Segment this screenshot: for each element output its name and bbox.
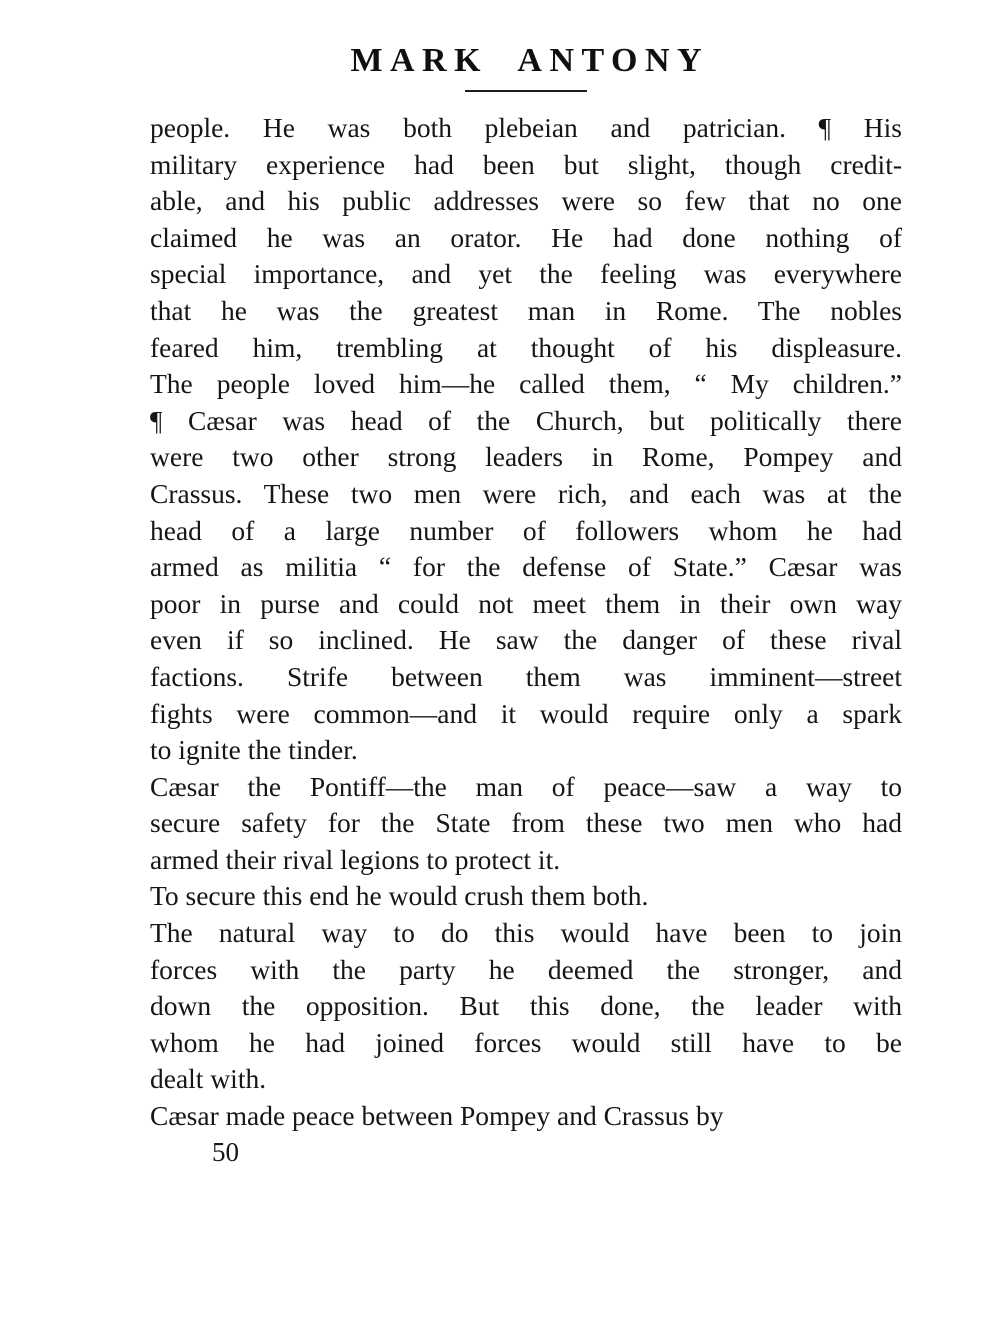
text-line: Cæsar made peace between Pompey and Crassus by xyxy=(150,1100,724,1132)
text-line: ¶ Cæsar was head of the Church, but politically there xyxy=(150,404,902,436)
text-line: military experience had been but slight, though credit- xyxy=(150,148,902,180)
text-line: down the opposition. But this done, the leader with xyxy=(150,990,902,1022)
body-text xyxy=(150,110,902,1135)
page-title: MARK ANTONY xyxy=(350,42,710,79)
text-line: To secure this end he would crush them both. xyxy=(150,880,649,912)
text-line: armed their rival legions to protect it. xyxy=(150,843,561,875)
text-line: were two other strong leaders in Rome, Pompey and xyxy=(150,441,902,473)
text-line: poor in purse and could not meet them in their own way xyxy=(150,587,902,619)
title-divider xyxy=(465,90,587,92)
text-line: even if so inclined. He saw the danger of these rival xyxy=(150,624,902,656)
text-line: dealt with. xyxy=(150,1063,267,1095)
text-line: feared him, trembling at thought of his displeasure. xyxy=(150,331,902,363)
text-line: secure safety for the State from these two men who had xyxy=(150,807,902,839)
text-line: able, and his public addresses were so few that no one xyxy=(150,185,902,217)
text-line: head of a large number of followers whom he had xyxy=(150,514,902,546)
text-line: to ignite the tinder. xyxy=(150,734,358,766)
text-line: special importance, and yet the feeling was everywhere xyxy=(150,258,902,290)
text-line: people. He was both plebeian and patrician. ¶ His xyxy=(150,112,902,143)
text-line: armed as militia “ for the defense of State.” Cæsar was xyxy=(150,551,902,583)
text-column xyxy=(150,42,902,1168)
text-line: fights were common—and it would require only a spark xyxy=(150,697,902,729)
text-line: Cæsar the Pontiff—the man of peace—saw a way to xyxy=(150,770,902,802)
text-line: claimed he was an orator. He had done nothing of xyxy=(150,221,902,253)
page-number: 50 xyxy=(212,1136,239,1167)
text-line: forces with the party he deemed the stronger, and xyxy=(150,953,902,985)
text-line: whom he had joined forces would still have to be xyxy=(150,1026,902,1058)
text-line: factions. Strife between them was imminent—street xyxy=(150,660,902,692)
text-line: The people loved him—he called them, “ My children.” xyxy=(150,368,902,400)
text-line: Crassus. These two men were rich, and each was at the xyxy=(150,477,902,509)
text-line: The natural way to do this would have been to join xyxy=(150,917,902,949)
text-line: that he was the greatest man in Rome. The nobles xyxy=(150,294,902,326)
